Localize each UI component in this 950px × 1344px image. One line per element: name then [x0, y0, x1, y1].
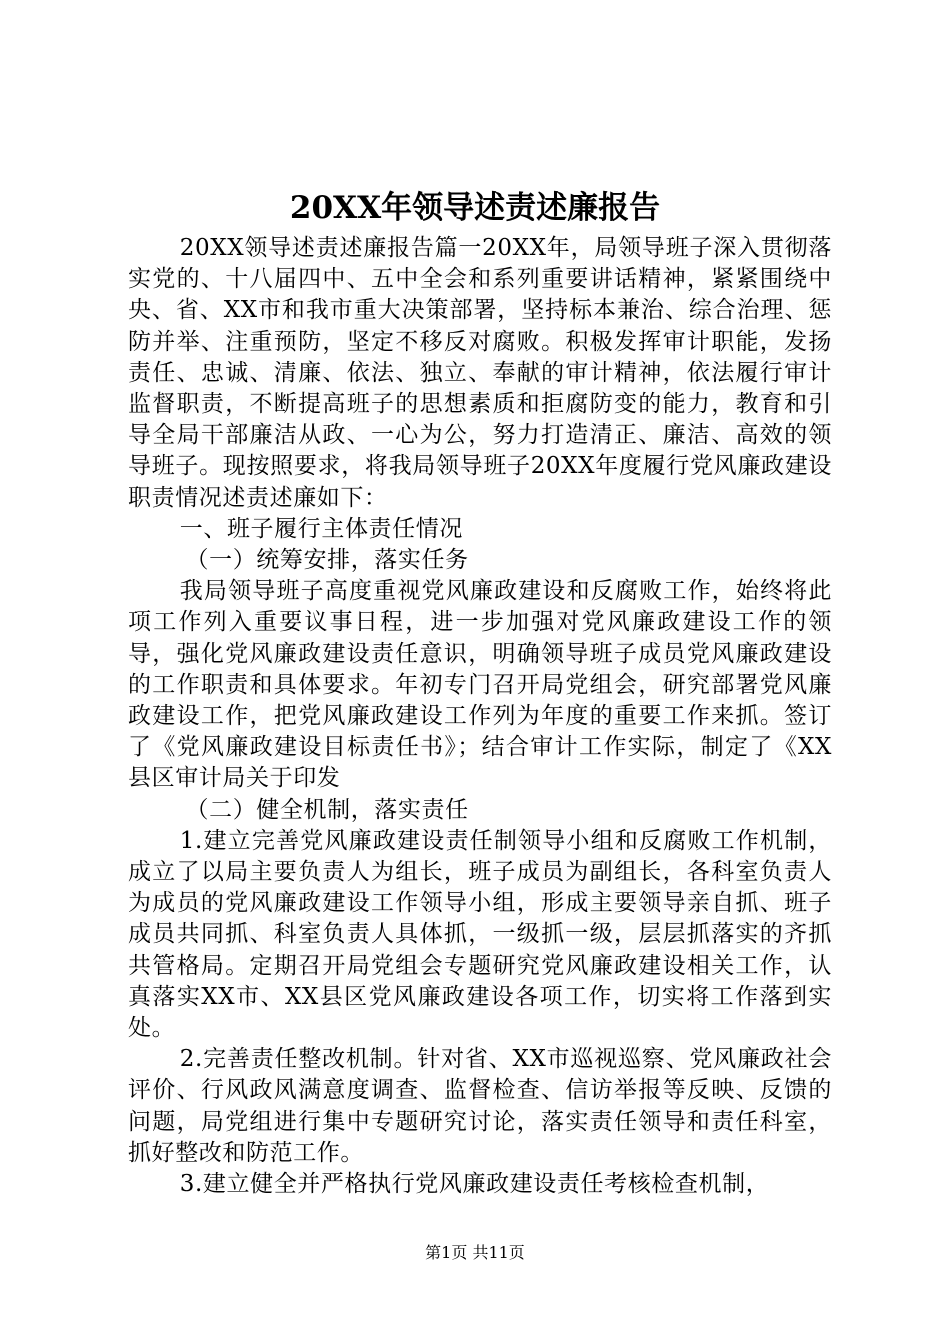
body-paragraph-1: 我局领导班子高度重视党风廉政建设和反腐败工作，始终将此项工作列入重要议事日程，进一步加强对党风廉政建设工作的领导，强化党风廉政建设责任意识，明确领导班子成员党风廉政建设的工作职责和具体要求。年初专门召开局党组会，研究部署党风廉政建设工作，把党风廉政建设工作列为年度的重要工作来抓。签订了《党风廉政建设目标责任书》；结合审计工作实际，制定了《XX县区审计局关于印发 [128, 578, 832, 792]
document-title: 20XX年领导述责述廉报告 [289, 190, 661, 226]
document-body [128, 233, 832, 1200]
list-item-2: 2.完善责任整改机制。针对省、XX市巡视巡察、党风廉政社会评价、行风政风满意度调查、监督检查、信访举报等反映、反馈的问题，局党组进行集中专题研究讨论，落实责任领导和责任科室，抓好整改和防范工作。 [128, 1046, 832, 1166]
list-item-1: 1.建立完善党风廉政建设责任制领导小组和反腐败工作机制，成立了以局主要负责人为组长，班子成员为副组长，各科室负责人为成员的党风廉政建设工作领导小组，形成主要领导亲自抓、班子成员共同抓、科室负责人具体抓，一级抓一级，层层抓落实的齐抓共管格局。定期召开局党组会专题研究党风廉政建设相关工作，认真落实XX市、XX县区党风廉政建设各项工作，切实将工作落到实处。 [128, 827, 832, 1042]
page-number-footer: 第1页 共11页 [425, 1243, 525, 1262]
subsection-heading-2: （二）健全机制，落实责任 [185, 796, 469, 823]
subsection-heading-1: （一）统筹安排，落实任务 [185, 547, 469, 574]
section-heading-1: 一、班子履行主体责任情况 [179, 515, 463, 542]
intro-paragraph: 20XX领导述责述廉报告篇一20XX年，局领导班子深入贯彻落实党的、十八届四中、五中全会和系列重要讲话精神，紧紧围绕中央、省、XX市和我市重大决策部署，坚持标本兼治、综合治理、惩防并举、注重预防，坚定不移反对腐败。积极发挥审计职能，发扬责任、忠诚、清廉、依法、独立、奉献的审计精神，依法履行审计监督职责，不断提高班子的思想素质和拒腐防变的能力，教育和引导全局干部廉洁从政、一心为公，努力打造清正、廉洁、高效的领导班子。现按照要求，将我局领导班子20XX年度履行党风廉政建设职责情况述责述廉如下： [128, 235, 832, 511]
list-item-3: 3.建立健全并严格执行党风廉政建设责任考核检查机制， [179, 1171, 770, 1198]
